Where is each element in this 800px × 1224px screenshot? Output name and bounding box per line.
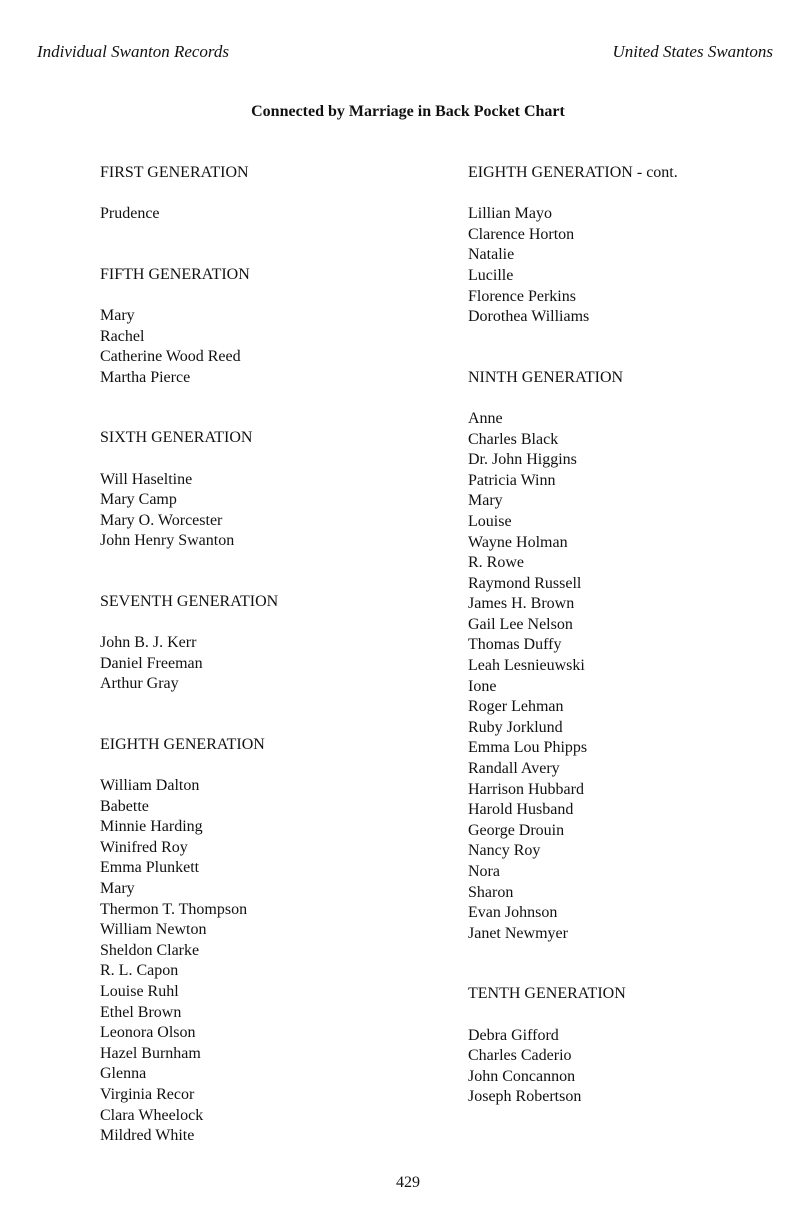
person-name: Anne bbox=[468, 409, 503, 427]
person-name: Mary O. Worcester bbox=[100, 511, 223, 529]
running-header-left: Individual Swanton Records bbox=[37, 42, 230, 61]
person-name: Janet Newmyer bbox=[468, 924, 568, 942]
name-list bbox=[100, 306, 430, 388]
person-name: Clarence Horton bbox=[468, 225, 575, 243]
person-name: Daniel Freeman bbox=[100, 654, 203, 672]
person-name: Evan Johnson bbox=[468, 904, 558, 922]
person-name: George Drouin bbox=[468, 821, 565, 839]
person-name: Ruby Jorklund bbox=[468, 718, 563, 736]
running-header-right: United States Swantons bbox=[612, 42, 773, 61]
name-list bbox=[100, 204, 430, 225]
name-list bbox=[100, 470, 430, 552]
person-name: Leah Lesnieuwski bbox=[468, 657, 585, 675]
person-name: Charles Black bbox=[468, 430, 559, 448]
generation-heading: EIGHTH GENERATION - cont. bbox=[468, 164, 678, 181]
person-name: James H. Brown bbox=[468, 595, 575, 613]
person-name: Mary bbox=[468, 492, 503, 510]
person-name: Clara Wheelock bbox=[100, 1106, 204, 1124]
person-name: John B. J. Kerr bbox=[100, 634, 197, 652]
generation-heading: NINTH GENERATION bbox=[468, 368, 624, 386]
generation-heading: SEVENTH GENERATION bbox=[100, 592, 279, 610]
person-name: Glenna bbox=[100, 1065, 147, 1083]
person-name: John Concannon bbox=[468, 1067, 576, 1085]
right-column bbox=[468, 163, 788, 1148]
person-name: Babette bbox=[100, 797, 149, 815]
person-name: Roger Lehman bbox=[468, 698, 564, 716]
person-name: Nancy Roy bbox=[468, 842, 541, 860]
generation-section bbox=[100, 265, 430, 389]
person-name: Harrison Hubbard bbox=[468, 780, 584, 798]
person-name: Virginia Recor bbox=[100, 1085, 195, 1103]
generation-heading: FIFTH GENERATION bbox=[100, 265, 250, 283]
person-name: Natalie bbox=[468, 246, 515, 264]
generation-heading: FIRST GENERATION bbox=[100, 164, 249, 181]
person-name: Sheldon Clarke bbox=[100, 941, 200, 959]
person-name: Hazel Burnham bbox=[100, 1044, 201, 1062]
person-name: Charles Caderio bbox=[468, 1047, 572, 1065]
person-name: Emma Lou Phipps bbox=[468, 739, 588, 757]
name-list bbox=[100, 633, 430, 695]
person-name: Randall Avery bbox=[468, 760, 560, 778]
name-list bbox=[100, 776, 430, 1147]
person-name: Debra Gifford bbox=[468, 1026, 559, 1044]
person-name: Prudence bbox=[100, 205, 160, 223]
person-name: Harold Husband bbox=[468, 801, 574, 819]
generation-heading: SIXTH GENERATION bbox=[100, 429, 253, 447]
person-name: William Newton bbox=[100, 921, 207, 939]
generation-section bbox=[100, 735, 430, 1147]
page-number: 429 bbox=[396, 1174, 420, 1191]
name-list bbox=[468, 409, 788, 944]
person-name: Raymond Russell bbox=[468, 574, 582, 592]
name-list bbox=[468, 204, 788, 328]
person-name: Thomas Duffy bbox=[468, 636, 562, 654]
person-name: Lucille bbox=[468, 266, 514, 284]
person-name: Lillian Mayo bbox=[468, 205, 552, 223]
generation-section bbox=[100, 428, 430, 552]
person-name: Sharon bbox=[468, 883, 514, 901]
generation-section bbox=[468, 163, 788, 328]
person-name: Wayne Holman bbox=[468, 533, 568, 551]
person-name: Joseph Robertson bbox=[468, 1088, 582, 1106]
person-name: Mary bbox=[100, 880, 135, 898]
person-name: Will Haseltine bbox=[100, 470, 193, 488]
person-name: Martha Pierce bbox=[100, 368, 191, 386]
person-name: Leonora Olson bbox=[100, 1024, 196, 1042]
person-name: William Dalton bbox=[100, 777, 200, 795]
name-list bbox=[468, 1026, 788, 1108]
person-name: Rachel bbox=[100, 327, 145, 345]
page-title: Connected by Marriage in Back Pocket Chart bbox=[251, 103, 565, 120]
generation-heading: TENTH GENERATION bbox=[468, 985, 626, 1003]
person-name: Dorothea Williams bbox=[468, 308, 590, 326]
person-name: Minnie Harding bbox=[100, 818, 203, 836]
person-name: Gail Lee Nelson bbox=[468, 615, 573, 633]
person-name: Dr. John Higgins bbox=[468, 451, 577, 469]
person-name: Florence Perkins bbox=[468, 287, 576, 305]
person-name: Thermon T. Thompson bbox=[100, 900, 248, 918]
person-name: Louise bbox=[468, 512, 512, 530]
generation-section bbox=[100, 163, 430, 225]
generation-section bbox=[468, 368, 788, 945]
generation-section bbox=[468, 984, 788, 1108]
person-name: Ione bbox=[468, 677, 497, 695]
person-name: Patricia Winn bbox=[468, 471, 556, 489]
person-name: Mildred White bbox=[100, 1127, 195, 1145]
person-name: Arthur Gray bbox=[100, 675, 179, 693]
person-name: Catherine Wood Reed bbox=[100, 348, 241, 366]
person-name: Mary Camp bbox=[100, 491, 177, 509]
person-name: Ethel Brown bbox=[100, 1003, 182, 1021]
person-name: Nora bbox=[468, 863, 500, 880]
person-name: R. L. Capon bbox=[100, 962, 179, 980]
person-name: John Henry Swanton bbox=[100, 532, 235, 550]
generation-heading: EIGHTH GENERATION bbox=[100, 735, 265, 753]
generation-section bbox=[100, 592, 430, 695]
person-name: Winifred Roy bbox=[100, 838, 188, 856]
person-name: R. Rowe bbox=[468, 554, 524, 572]
left-column bbox=[100, 163, 430, 1187]
person-name: Louise Ruhl bbox=[100, 983, 179, 1000]
person-name: Mary bbox=[100, 306, 135, 324]
person-name: Emma Plunkett bbox=[100, 859, 200, 877]
